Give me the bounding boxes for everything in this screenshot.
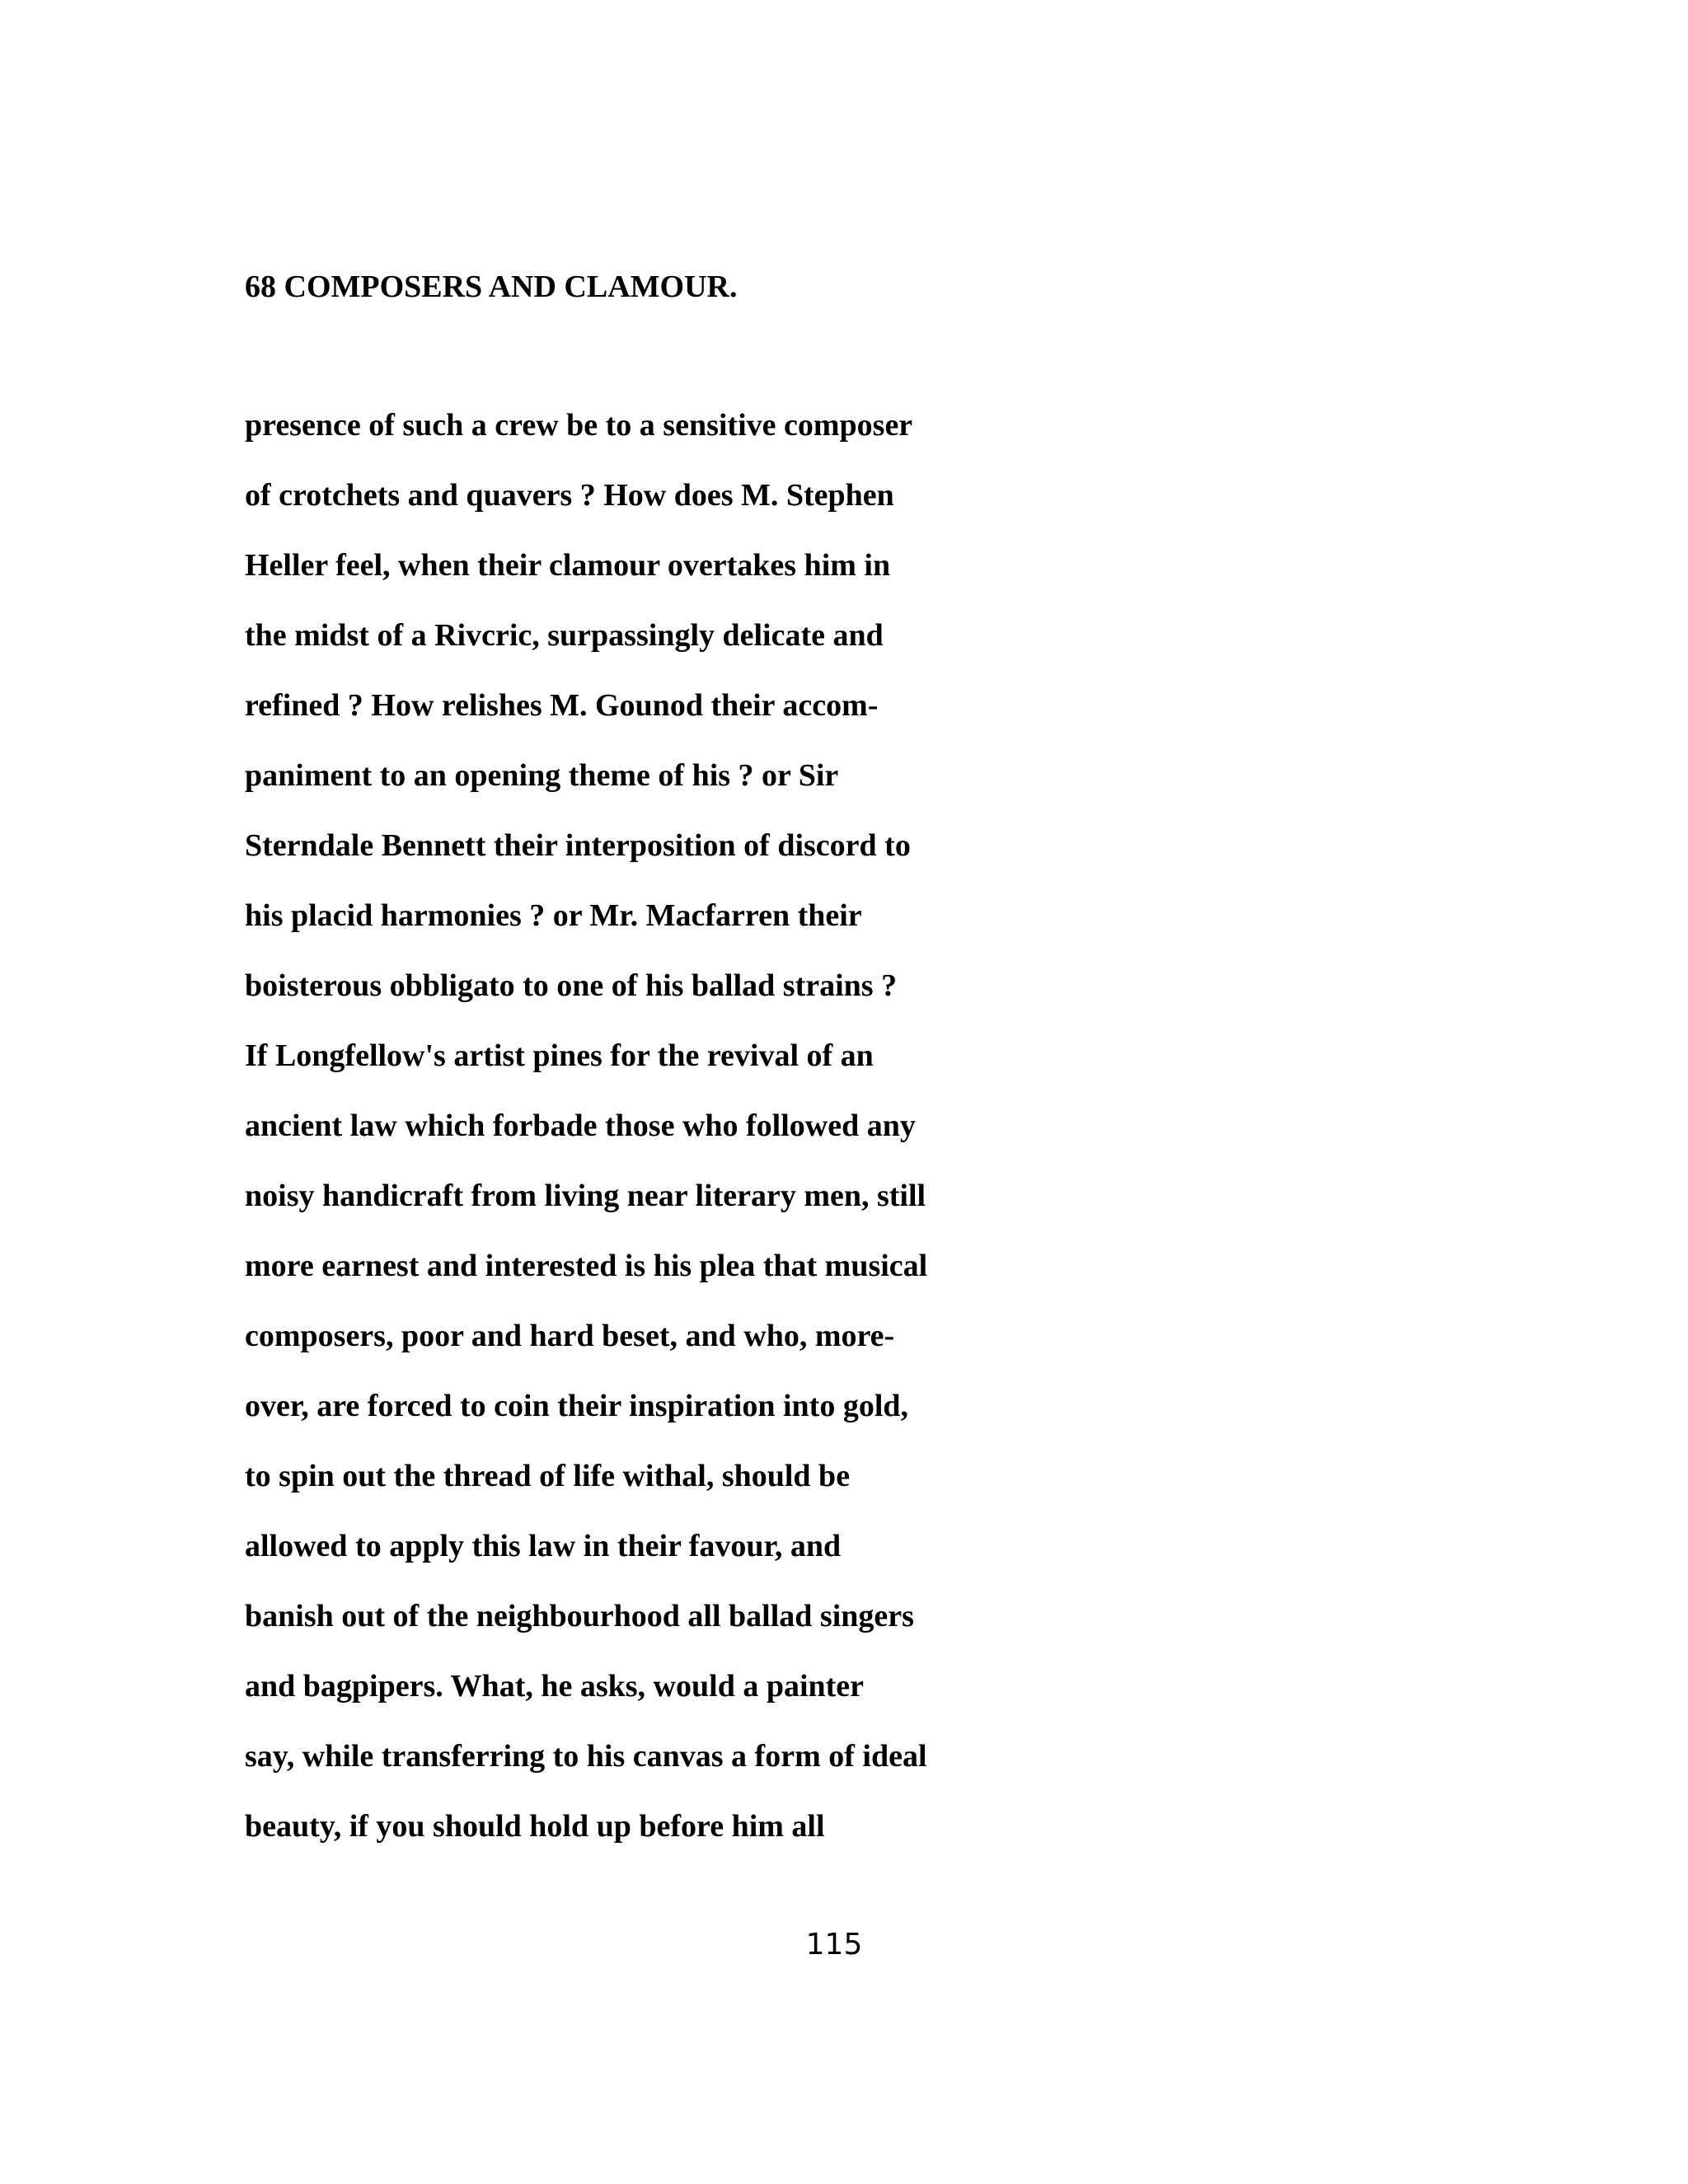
text-line: allowed to apply this law in their favour, and xyxy=(245,1529,842,1563)
text-line: of crotchets and quavers ? How does M. Stephen xyxy=(245,478,894,513)
text-line: If Longfellow's artist pines for the revival of an xyxy=(245,1038,874,1073)
page-number: 115 xyxy=(805,1928,863,1961)
text-line: the midst of a Rivcric, surpassingly delicate and xyxy=(245,618,884,653)
text-line: noisy handicraft from living near literary men, still xyxy=(245,1179,926,1213)
text-line: say, while transferring to his canvas a form of ideal xyxy=(245,1739,927,1774)
text-line: paniment to an opening theme of his ? or Sir xyxy=(245,758,839,793)
text-line: more earnest and interested is his plea that musical xyxy=(245,1249,928,1283)
text-line: and bagpipers. What, he asks, would a painter xyxy=(245,1669,865,1704)
text-line: Sterndale Bennett their interposition of discord to xyxy=(245,828,911,863)
text-line: banish out of the neighbourhood all ballad singers xyxy=(245,1599,914,1633)
text-line: composers, poor and hard beset, and who, more- xyxy=(245,1319,895,1353)
text-line: ancient law which forbade those who followed any xyxy=(245,1108,916,1143)
text-line: refined ? How relishes M. Gounod their accom- xyxy=(245,688,879,723)
text-line: Heller feel, when their clamour overtakes him in xyxy=(245,548,891,583)
text-line: boisterous obbligato to one of his ballad strains ? xyxy=(245,968,898,1003)
body-text xyxy=(245,401,927,1872)
text-line: beauty, if you should hold up before him all xyxy=(245,1809,825,1844)
text-line: to spin out the thread of life withal, should be xyxy=(245,1459,851,1493)
running-head: 68 COMPOSERS AND CLAMOUR. xyxy=(245,269,738,304)
text-line: over, are forced to coin their inspiration into gold, xyxy=(245,1389,909,1423)
text-line: presence of such a crew be to a sensitive composer xyxy=(245,408,913,443)
text-line: his placid harmonies ? or Mr. Macfarren their xyxy=(245,898,862,933)
